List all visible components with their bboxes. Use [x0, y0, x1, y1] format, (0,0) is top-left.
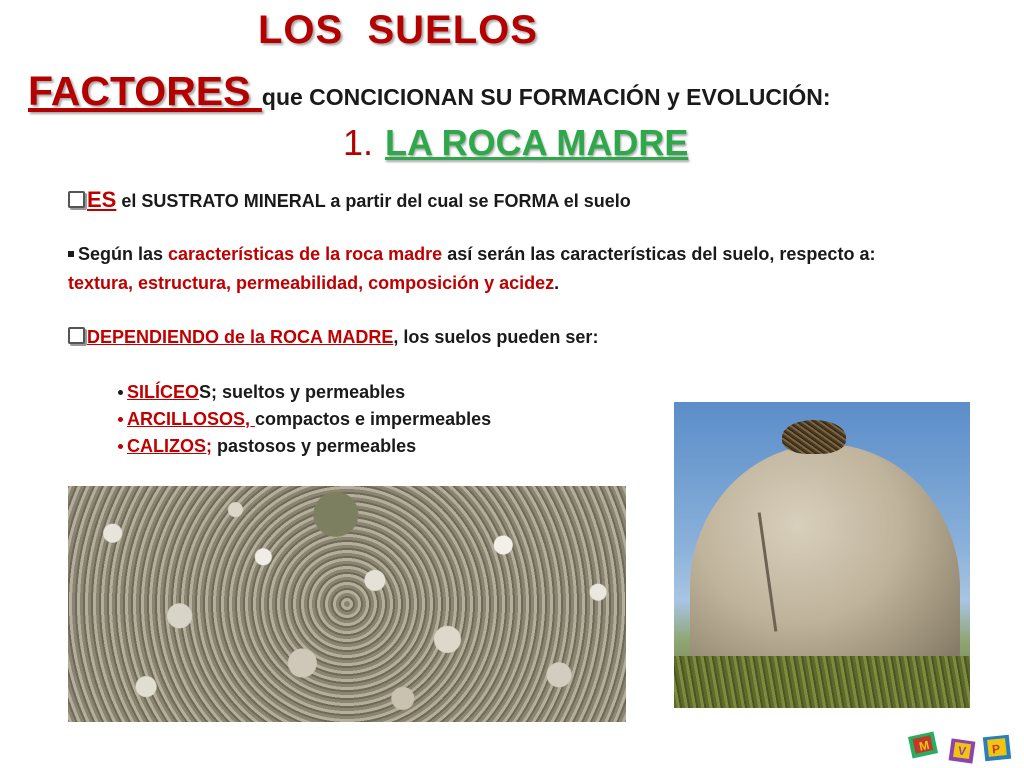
slide-title: LOS SUELOS [258, 8, 538, 52]
es-keyword: ES [87, 187, 117, 212]
checkbox-bullet-icon [68, 191, 85, 208]
logo-block-p [983, 735, 1011, 762]
square-bullet-icon [68, 251, 74, 257]
logo-block-m [908, 732, 938, 759]
soil-type-suffix: S [199, 382, 212, 402]
bullet-definition [68, 187, 631, 213]
checkbox-bullet-icon [68, 327, 85, 344]
stork-nest [782, 420, 846, 454]
bullet-dot-icon [118, 417, 123, 422]
soil-type-item [118, 382, 405, 403]
section-heading [343, 122, 688, 164]
soil-type-item [118, 436, 416, 457]
section-title: LA ROCA MADRE [385, 122, 689, 163]
grass-ground [674, 656, 970, 708]
boulder-shape [690, 444, 960, 676]
properties-period: . [554, 273, 560, 293]
granite-boulder-photo [674, 402, 970, 708]
bullet-depending [68, 327, 598, 348]
depending-text: , los suelos pueden ser: [393, 327, 599, 347]
characteristics-text-a: Según las [78, 244, 169, 264]
soil-type-desc: ; sueltos y permeables [211, 382, 406, 402]
soil-type-name: SILÍCEO [127, 382, 200, 402]
soil-type-name: ARCILLOSOS, [127, 409, 256, 429]
subtitle-rest: que CONCICIONAN SU FORMACIÓN y EVOLUCIÓN: [261, 84, 831, 110]
characteristics-text-b: así serán las características del suelo, respecto a: [442, 244, 876, 264]
mvp-blocks-logo-icon [906, 728, 1018, 768]
definition-text: el SUSTRATO MINERAL a partir del cual se FORMA el suelo [116, 191, 631, 211]
bullet-dot-icon [118, 390, 123, 395]
section-number: 1. [343, 122, 374, 163]
bullet-dot-icon [118, 444, 123, 449]
properties-list: textura, estructura, permeabilidad, composición y acidez [68, 273, 555, 293]
soil-type-name: CALIZOS; [127, 436, 212, 456]
logo-letter-p: P [991, 741, 1001, 757]
characteristics-list [68, 273, 559, 294]
characteristics-highlight: características de la roca madre [168, 244, 443, 264]
logo-block-v [949, 738, 976, 763]
bullet-characteristics [68, 244, 875, 265]
slide-subtitle [28, 68, 831, 115]
soil-type-desc: compactos e impermeables [255, 409, 492, 429]
factores-heading: FACTORES [28, 68, 262, 114]
logo-letter-m: M [917, 737, 931, 754]
soil-type-desc: pastosos y permeables [212, 436, 417, 456]
gravel-soil-photo [68, 486, 626, 722]
depending-highlight: DEPENDIENDO de la ROCA MADRE [87, 327, 394, 347]
soil-type-item [118, 409, 491, 430]
logo-letter-v: V [957, 743, 967, 759]
